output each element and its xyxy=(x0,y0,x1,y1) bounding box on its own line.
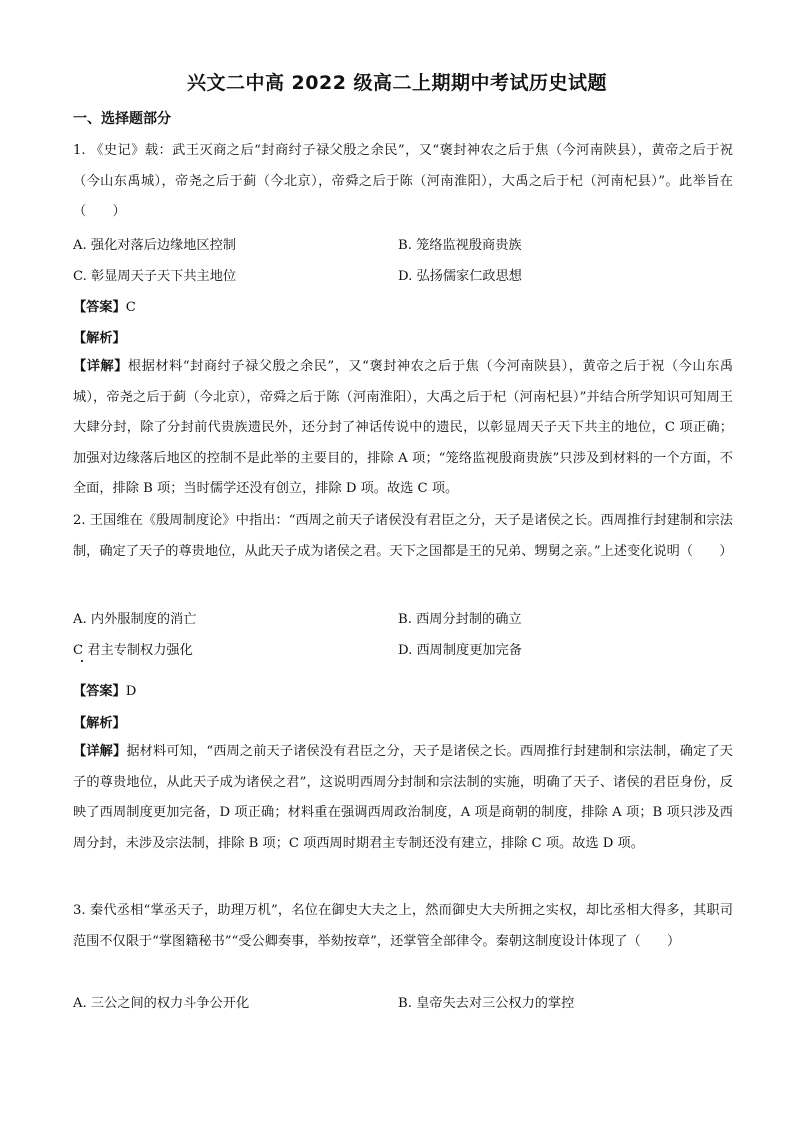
question-1-answer xyxy=(73,296,136,315)
page-title: 兴文二中高 2022 级高二上期期中考试历史试题 xyxy=(186,72,608,94)
question-1-analysis-tag xyxy=(73,327,126,346)
answer-value: D xyxy=(125,684,137,699)
question-2-answer xyxy=(73,680,136,699)
question-2-analysis-tag xyxy=(73,712,126,731)
question-1-option-a: A. 强化对落后边缘地区控制 xyxy=(73,238,236,253)
answer-tag: 【答案】 xyxy=(73,684,126,699)
question-1-option-b: B. 笼络监视殷商贵族 xyxy=(398,238,522,253)
analysis-tag: 【解析】 xyxy=(73,331,126,346)
question-2-option-a: A. 内外服制度的消亡 xyxy=(73,612,197,627)
question-2-option-b: B. 西周分封制的确立 xyxy=(398,612,522,627)
detail-tag: 【详解】 xyxy=(73,359,128,374)
section-heading: 一、选择题部分 xyxy=(73,111,171,127)
question-3-stem: 3. 秦代丞相“掌丞天子，助理万机”，名位在御史大夫之上，然而御史大夫所拥之实权，却比丞相大得多，其职司范围不仅限于“掌图籍秘书”“受公卿奏事，举劾按章”，还掌管全部律令。秦朝这制度设计体现了（ ） xyxy=(73,903,733,949)
detail-text: 根据材料“封商纣子禄父殷之余民”，又“褒封神农之后于焦（今河南陕县），黄帝之后于祝（今山东禹城），帝尧之后于蓟（今北京），帝舜之后于陈（河南淮阳），大禹之后于杞（河南杞县）”并结合所学知识可知周王大肆分封，除了分封前代贵族遗民外，还分封了神话传说中的遗民，以彰显周天子天下共主的地位，C 项正确；加强对边缘落后地区的控制不是此举的主要目的，排除 A 项；“笼络监视殷商贵族”只涉及到材料的一个方面，不全面，排除 B 项；当时儒学还没有创立，排除 D 项。故选 C 项。 xyxy=(73,359,734,496)
question-2-option-c: C 君主专制权力强化 xyxy=(73,643,193,658)
question-1-stem: 1. 《史记》载：武王灭商之后“封商纣子禄父殷之余民”，又“褒封神农之后于焦（今河南陕县），黄帝之后于祝（今山东禹城），帝尧之后于蓟（今北京），帝舜之后于陈（河南淮阳），大禹之后于杞（河南杞县）”。此举旨在 （ ） xyxy=(73,143,733,219)
stray-dot xyxy=(81,660,83,662)
question-3-option-b: B. 皇帝失去对三公权力的掌控 xyxy=(398,996,575,1011)
answer-value: C xyxy=(125,300,136,315)
question-1-detail xyxy=(73,352,733,505)
answer-tag: 【答案】 xyxy=(73,300,126,315)
analysis-tag: 【解析】 xyxy=(73,716,126,731)
question-1-option-d: D. 弘扬儒家仁政思想 xyxy=(398,269,522,284)
question-2-detail xyxy=(73,737,733,859)
question-2-option-d: D. 西周制度更加完备 xyxy=(398,643,522,658)
detail-tag: 【详解】 xyxy=(73,744,127,759)
question-2-stem: 2. 王国维在《殷周制度论》中指出：“西周之前天子诸侯没有君臣之分，天子是诸侯之长。西周推行封建制和宗法制，确定了天子的尊贵地位，从此天子成为诸侯之君。天下之国都是王的兄弟、甥舅之亲。”上述变化说明（ ） xyxy=(73,513,733,559)
question-1-option-c: C. 彰显周天子天下共主地位 xyxy=(73,269,237,284)
question-3-option-a: A. 三公之间的权力斗争公开化 xyxy=(73,996,250,1011)
detail-text: 据材料可知，“西周之前天子诸侯没有君臣之分，天子是诸侯之长。西周推行封建制和宗法制，确定了天子的尊贵地位，从此天子成为诸侯之君”，这说明西周分封制和宗法制的实施，明确了天子、诸侯的君臣身份，反映了西周制度更加完备，D 项正确；材料重在强调西周政治制度，A 项是商朝的制度，排除 A 项；B 项只涉及西周分封，未涉及宗法制，排除 B 项；C 项西周时期君主专制还没有建立，排除 C 项。故选 D 项。 xyxy=(73,744,733,851)
